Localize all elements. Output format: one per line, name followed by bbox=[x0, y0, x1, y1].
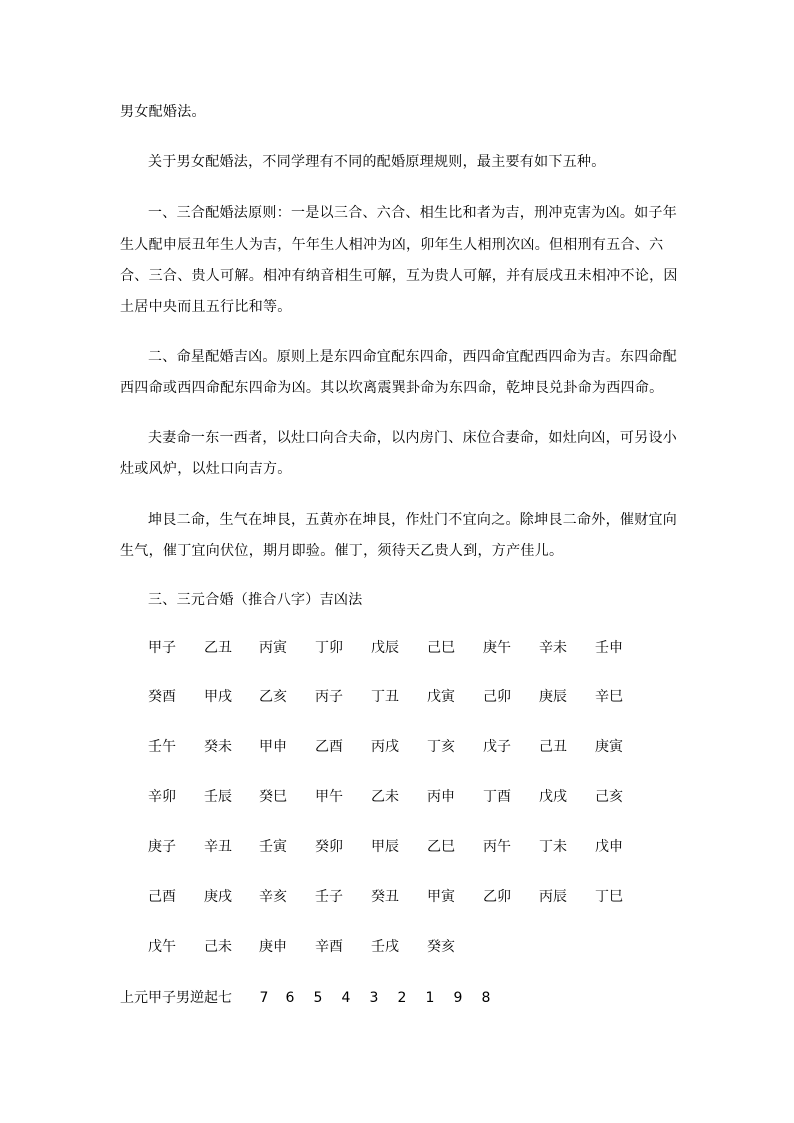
ganzhi-cell: 癸亥 bbox=[427, 939, 455, 955]
ganzhi-cell: 癸未 bbox=[204, 739, 232, 755]
paragraph-line: 灶或风炉，以灶口向吉方。 bbox=[120, 461, 292, 477]
ganzhi-cell: 庚申 bbox=[259, 939, 287, 955]
paragraph-line: 生人配申辰丑年生人为吉，午年生人相冲为凶，卯年生人相刑次凶。但相刑有五合、六 bbox=[120, 237, 664, 253]
paragraph-line: 夫妻命一东一西者，以灶口向合夫命，以内房门、床位合妻命，如灶向凶，可另设小 bbox=[148, 430, 678, 446]
ganzhi-cell: 己未 bbox=[204, 939, 232, 955]
ganzhi-cell: 戊辰 bbox=[371, 640, 399, 656]
ganzhi-cell: 丙申 bbox=[427, 789, 455, 805]
ganzhi-cell: 丁丑 bbox=[371, 689, 399, 705]
ganzhi-cell: 辛未 bbox=[539, 640, 567, 656]
cycle-number: 3 bbox=[369, 990, 379, 1006]
ganzhi-cell: 戊子 bbox=[483, 739, 511, 755]
ganzhi-cell: 丙辰 bbox=[539, 889, 567, 905]
ganzhi-cell: 癸巳 bbox=[259, 789, 287, 805]
cycle-number: 1 bbox=[425, 990, 435, 1006]
cycle-number: 6 bbox=[285, 990, 295, 1006]
cycle-number: 7 bbox=[259, 990, 269, 1006]
ganzhi-cell: 壬戌 bbox=[371, 939, 399, 955]
ganzhi-cell: 辛酉 bbox=[315, 939, 343, 955]
cycle-number: 4 bbox=[341, 990, 351, 1006]
ganzhi-cell: 丁亥 bbox=[427, 739, 455, 755]
ganzhi-cell: 甲子 bbox=[148, 640, 176, 656]
ganzhi-cell: 乙卯 bbox=[483, 889, 511, 905]
ganzhi-cell: 辛丑 bbox=[204, 839, 232, 855]
paragraph-line: 西四命或西四命配东四命为凶。其以坎离震巽卦命为东四命，乾坤艮兑卦命为西四命。 bbox=[120, 380, 664, 396]
ganzhi-cell: 甲戌 bbox=[204, 689, 232, 705]
ganzhi-cell: 丁酉 bbox=[483, 789, 511, 805]
ganzhi-cell: 己巳 bbox=[427, 640, 455, 656]
ganzhi-cell: 戊戌 bbox=[539, 789, 567, 805]
intro-paragraph: 关于男女配婚法，不同学理有不同的配婚原理规则，最主要有如下五种。 bbox=[148, 154, 606, 170]
ganzhi-cell: 甲寅 bbox=[427, 889, 455, 905]
ganzhi-cell: 丙寅 bbox=[259, 640, 287, 656]
ganzhi-cell: 丙午 bbox=[483, 839, 511, 855]
ganzhi-cell: 辛卯 bbox=[148, 789, 176, 805]
ganzhi-cell: 癸丑 bbox=[371, 889, 399, 905]
paragraph-line: 合、三合、贵人可解。相冲有纳音相生可解，互为贵人可解，并有辰戌丑未相冲不论，因 bbox=[120, 268, 678, 284]
cycle-number: 2 bbox=[397, 990, 407, 1006]
cycle-number: 8 bbox=[481, 990, 491, 1006]
ganzhi-cell: 丁卯 bbox=[315, 640, 343, 656]
ganzhi-cell: 辛巳 bbox=[595, 689, 623, 705]
ganzhi-cell: 戊寅 bbox=[427, 689, 455, 705]
ganzhi-cell: 甲申 bbox=[259, 739, 287, 755]
ganzhi-cell: 壬子 bbox=[315, 889, 343, 905]
ganzhi-cell: 戊午 bbox=[148, 939, 176, 955]
ganzhi-cell: 癸酉 bbox=[148, 689, 176, 705]
ganzhi-cell: 壬午 bbox=[148, 739, 176, 755]
section-heading: 三、三元合婚（推合八字）吉凶法 bbox=[148, 592, 363, 608]
ganzhi-cell: 己酉 bbox=[148, 889, 176, 905]
cycle-label: 上元甲子男逆起七 bbox=[120, 990, 232, 1006]
ganzhi-cell: 乙酉 bbox=[315, 739, 343, 755]
ganzhi-cell: 己亥 bbox=[595, 789, 623, 805]
ganzhi-cell: 乙丑 bbox=[204, 640, 232, 656]
cycle-number: 9 bbox=[453, 990, 463, 1006]
ganzhi-cell: 庚寅 bbox=[595, 739, 623, 755]
ganzhi-cell: 丁未 bbox=[539, 839, 567, 855]
ganzhi-cell: 壬辰 bbox=[204, 789, 232, 805]
paragraph-line: 一、三合配婚法原则：一是以三合、六合、相生比和者为吉，刑冲克害为凶。如子年 bbox=[148, 205, 678, 221]
ganzhi-cell: 甲辰 bbox=[371, 839, 399, 855]
paragraph-line: 土居中央而且五行比和等。 bbox=[120, 299, 292, 315]
ganzhi-cell: 丁巳 bbox=[595, 889, 623, 905]
ganzhi-cell: 乙未 bbox=[371, 789, 399, 805]
paragraph-line: 生气，催丁宜向伏位，期月即验。催丁，须待天乙贵人到，方产佳儿。 bbox=[120, 543, 564, 559]
ganzhi-cell: 己卯 bbox=[483, 689, 511, 705]
ganzhi-cell: 壬申 bbox=[595, 640, 623, 656]
ganzhi-cell: 庚子 bbox=[148, 839, 176, 855]
ganzhi-cell: 丙子 bbox=[315, 689, 343, 705]
ganzhi-cell: 丙戌 bbox=[371, 739, 399, 755]
ganzhi-cell: 乙巳 bbox=[427, 839, 455, 855]
paragraph-line: 二、命星配婚吉凶。原则上是东四命宜配东四命，西四命宜配西四命为吉。东四命配 bbox=[148, 349, 678, 365]
ganzhi-cell: 庚辰 bbox=[539, 689, 567, 705]
ganzhi-cell: 癸卯 bbox=[315, 839, 343, 855]
paragraph-line: 坤艮二命，生气在坤艮，五黄亦在坤艮，作灶门不宜向之。除坤艮二命外，催财宜向 bbox=[148, 512, 678, 528]
ganzhi-cell: 己丑 bbox=[539, 739, 567, 755]
ganzhi-cell: 乙亥 bbox=[259, 689, 287, 705]
ganzhi-cell: 戊申 bbox=[595, 839, 623, 855]
cycle-row bbox=[120, 984, 680, 1012]
ganzhi-cell: 庚午 bbox=[483, 640, 511, 656]
ganzhi-cell: 甲午 bbox=[315, 789, 343, 805]
cycle-number: 5 bbox=[313, 990, 323, 1006]
ganzhi-cell: 辛亥 bbox=[259, 889, 287, 905]
doc-title: 男女配婚法。 bbox=[120, 104, 206, 120]
ganzhi-cell: 庚戌 bbox=[204, 889, 232, 905]
ganzhi-cell: 壬寅 bbox=[259, 839, 287, 855]
